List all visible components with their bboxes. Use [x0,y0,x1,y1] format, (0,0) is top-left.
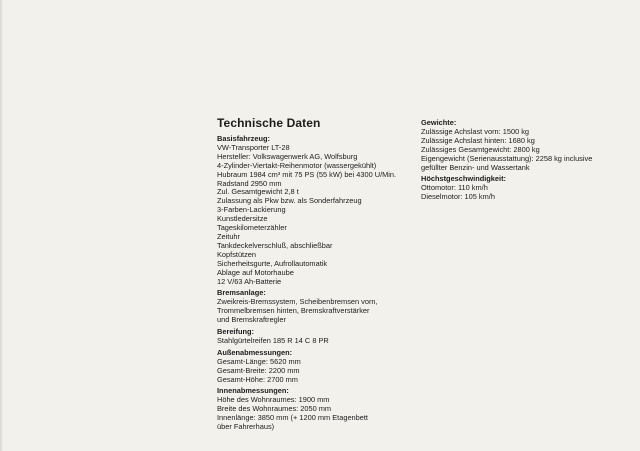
spec-line: Trommelbremsen hinten, Bremskraftverstärker [217,306,370,316]
page-edge [0,0,3,451]
spec-line: Zweikreis-Bremssystem, Scheibenbremsen vorn, [217,297,378,307]
right-spec-column [421,119,621,205]
spec-line: Kopfstützen [217,249,257,259]
section-heading: Außenabmessungen: [217,347,293,357]
spec-section [217,289,412,325]
spec-section [421,175,621,202]
spec-section [217,328,412,346]
spec-line: Zulässige Achslast vorn: 1500 kg [421,126,530,136]
spec-section [217,135,412,286]
spec-line: Hersteller: Volkswagenwerk AG, Wolfsburg [217,151,358,161]
spec-line: Zul. Gesamtgewicht 2,8 t [217,187,299,197]
section-heading: Bereifung: [217,327,254,337]
spec-line: gefüllter Benzin- und Wassertank [421,162,530,172]
section-heading: Innenabmessungen: [217,386,289,396]
spec-line: Gesamt-Breite: 2200 mm [217,365,300,375]
spec-line: Tankdeckelverschluß, abschließbar [217,240,333,250]
spec-line: 4-Zylinder-Viertakt-Reihenmotor (wassergekühlt) [217,160,377,170]
spec-line: Ottomotor: 110 km/h [421,183,488,193]
spec-line: Zulassung als Pkw bzw. als Sonderfahrzeug [217,196,362,206]
page-title: Technische Daten [217,116,321,130]
spec-section [421,119,621,172]
spec-line: Stahlgürtelreifen 185 R 14 C 8 PR [217,335,329,345]
section-heading: Höchstgeschwindigkeit: [421,174,507,184]
spec-line: Kunstledersitze [217,214,268,224]
spec-line: Tageskilometerzähler [217,223,287,233]
spec-line: Gesamt-Höhe: 2700 mm [217,374,298,384]
section-heading: Bremsanlage: [217,288,266,298]
spec-line: Breite des Wohnraumes: 2050 mm [217,404,332,414]
spec-line: Sicherheitsgurte, Aufrollautomatik [217,258,328,268]
spec-line: VW-Transporter LT-28 [217,142,290,152]
spec-section [217,349,412,385]
section-heading: Gewichte: [421,118,457,127]
spec-line: Gesamt-Länge: 5620 mm [217,356,301,366]
spec-line: Innenlänge: 3850 mm (+ 1200 mm Etagenbett [217,413,368,423]
spec-line: Radstand 2950 mm [217,178,282,188]
spec-line: Ablage auf Motorhaube [217,267,294,277]
spec-line: Zulässiges Gesamtgewicht: 2800 kg [421,144,540,154]
spec-line: Dieselmotor: 105 km/h [421,192,495,202]
spec-line: Eigengewicht (Serienausstattung): 2258 kg inclusive [421,153,593,163]
section-heading: Basisfahrzeug: [217,134,270,143]
spec-line: und Bremskraftregler [217,315,287,325]
spec-line: Höhe des Wohnraumes: 1900 mm [217,395,330,405]
spec-line: 3-Farben-Lackierung [217,205,286,215]
spec-section [217,387,412,432]
spec-line: über Fahrerhaus) [217,422,275,432]
spec-line: 12 V/63 Ah-Batterie [217,276,282,286]
spec-line: Hubraum 1984 cm³ mit 75 PS (55 kW) bei 4300 U/Min. [217,169,397,179]
spec-line: Zeituhr [217,231,241,241]
left-spec-column [217,135,412,435]
spec-line: Zulässige Achslast hinten: 1680 kg [421,135,535,145]
